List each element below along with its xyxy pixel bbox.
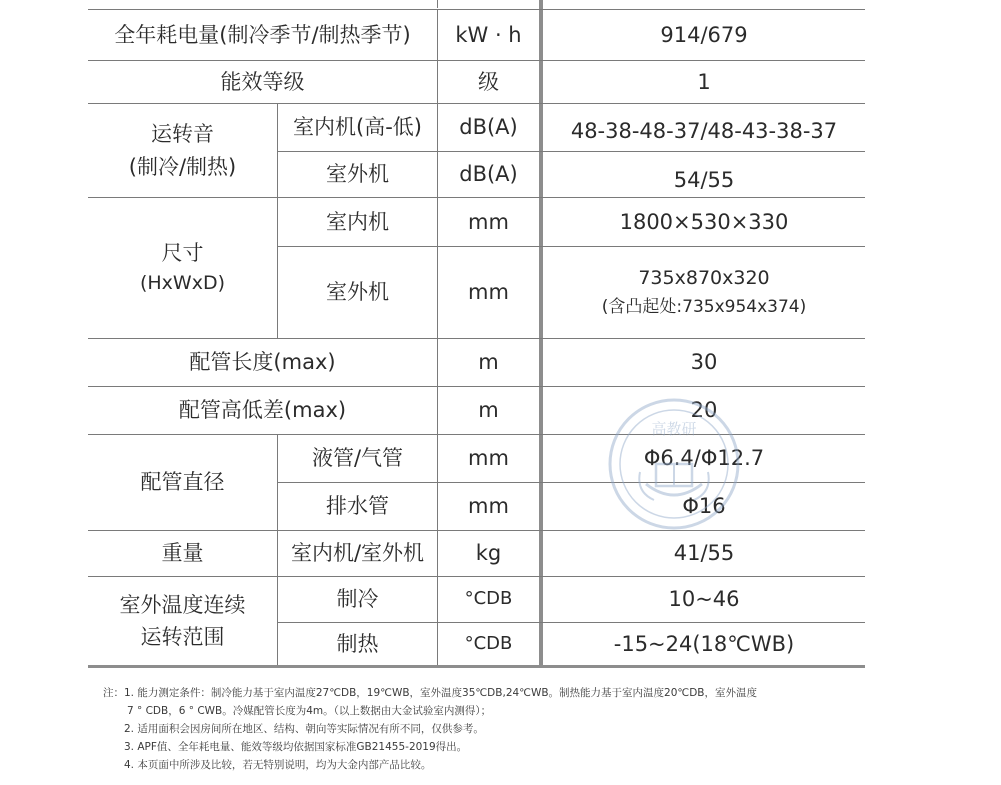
note-line-2: 7 ° CDB，6 ° CWB。冷媒配管长度为4m。（以上数据由大金试验室内测得）； bbox=[127, 705, 492, 717]
annual-power-unit: kW · h bbox=[455, 22, 522, 47]
noise-indoor-label: 室内机(高-低) bbox=[293, 115, 422, 140]
outdoor-temp-label bbox=[88, 577, 277, 665]
pipe-length-value: 30 bbox=[690, 350, 718, 375]
pipe-drain-value: Φ16 bbox=[682, 494, 726, 519]
footnotes bbox=[103, 684, 963, 774]
outdoor-heating-unit: °CDB bbox=[464, 632, 513, 654]
pipe-liquid-gas-unit: mm bbox=[468, 446, 509, 471]
size-outdoor-value-line2: (含凸起处:735x954x374) bbox=[601, 296, 807, 317]
size-outdoor-value bbox=[543, 247, 865, 338]
noise-outdoor-value: 54/55 bbox=[673, 168, 735, 193]
noise-label bbox=[88, 104, 277, 197]
noise-label-line2: (制冷/制热) bbox=[128, 154, 237, 179]
outdoor-cooling-value: 10~46 bbox=[668, 587, 740, 612]
size-label-line2: (HxWxD) bbox=[139, 272, 226, 295]
outdoor-cooling-label: 制冷 bbox=[336, 587, 379, 612]
pipe-liquid-gas-value: Φ6.4/Φ12.7 bbox=[643, 446, 765, 471]
weight-sublabel: 室内机/室外机 bbox=[290, 541, 425, 566]
pipe-length-unit: m bbox=[478, 350, 499, 375]
efficiency-grade-value: 1 bbox=[697, 69, 711, 94]
outdoor-cooling-unit: °CDB bbox=[464, 588, 513, 610]
size-label-line1: 尺寸 bbox=[161, 241, 204, 265]
pipe-drain-unit: mm bbox=[468, 494, 509, 519]
weight-value: 41/55 bbox=[673, 541, 735, 566]
size-outdoor-label: 室外机 bbox=[326, 280, 389, 305]
watermark-stamp bbox=[606, 396, 742, 532]
outdoor-temp-label-line1: 室外温度连续 bbox=[119, 592, 246, 617]
top-divider bbox=[437, 0, 438, 8]
note-line-3: 2. 适用面积会因房间所在地区、结构、朝向等实际情况有所不同，仅供参考。 bbox=[124, 723, 484, 735]
size-label bbox=[88, 198, 277, 338]
noise-outdoor-label: 室外机 bbox=[326, 162, 389, 187]
efficiency-grade-unit: 级 bbox=[478, 69, 499, 94]
pipe-height-diff-label: 配管高低差(max) bbox=[178, 398, 347, 423]
size-indoor-label: 室内机 bbox=[326, 209, 389, 234]
weight-label: 重量 bbox=[161, 541, 204, 566]
noise-label-line1: 运转音 bbox=[151, 122, 214, 147]
note-line-1: 注：1. 能力测定条件：制冷能力基于室内温度27℃DB，19℃WB，室外温度35℃DB,24℃WB。制热能力基于室内温度20℃DB，室外温度 bbox=[103, 687, 757, 699]
noise-indoor-value: 48-38-48-37/48-43-38-37 bbox=[570, 119, 838, 144]
weight-unit: kg bbox=[475, 541, 502, 566]
pipe-length-label: 配管长度(max) bbox=[189, 350, 336, 375]
annual-power-value: 914/679 bbox=[660, 22, 748, 47]
pipe-height-diff-value: 20 bbox=[690, 398, 718, 423]
size-outdoor-value-line1: 735x870x320 bbox=[638, 266, 770, 289]
stamp-text: 高教研 bbox=[651, 420, 697, 438]
noise-outdoor-unit: dB(A) bbox=[459, 162, 518, 187]
outdoor-heating-label: 制热 bbox=[336, 631, 379, 656]
efficiency-grade-label: 能效等级 bbox=[220, 69, 305, 94]
outdoor-temp-label-line2: 运转范围 bbox=[140, 625, 225, 649]
pipe-height-diff-unit: m bbox=[478, 398, 499, 423]
size-indoor-value: 1800×530×330 bbox=[619, 209, 789, 234]
note-line-4: 3. APF值、全年耗电量、能效等级均依据国家标准GB21455-2019得出。 bbox=[124, 741, 468, 753]
note-line-5: 4. 本页面中所涉及比较，若无特别说明，均为大金内部产品比较。 bbox=[124, 759, 432, 771]
pipe-diameter-label: 配管直径 bbox=[140, 470, 225, 495]
pipe-drain-label: 排水管 bbox=[326, 494, 389, 519]
outdoor-heating-value: -15~24(18℃WB) bbox=[613, 631, 795, 656]
annual-power-label: 全年耗电量(制冷季节/制热季节) bbox=[114, 22, 411, 47]
pipe-liquid-gas-label: 液管/气管 bbox=[311, 446, 404, 471]
size-indoor-unit: mm bbox=[468, 209, 509, 234]
noise-indoor-unit: dB(A) bbox=[459, 115, 518, 140]
size-outdoor-unit: mm bbox=[468, 280, 509, 305]
